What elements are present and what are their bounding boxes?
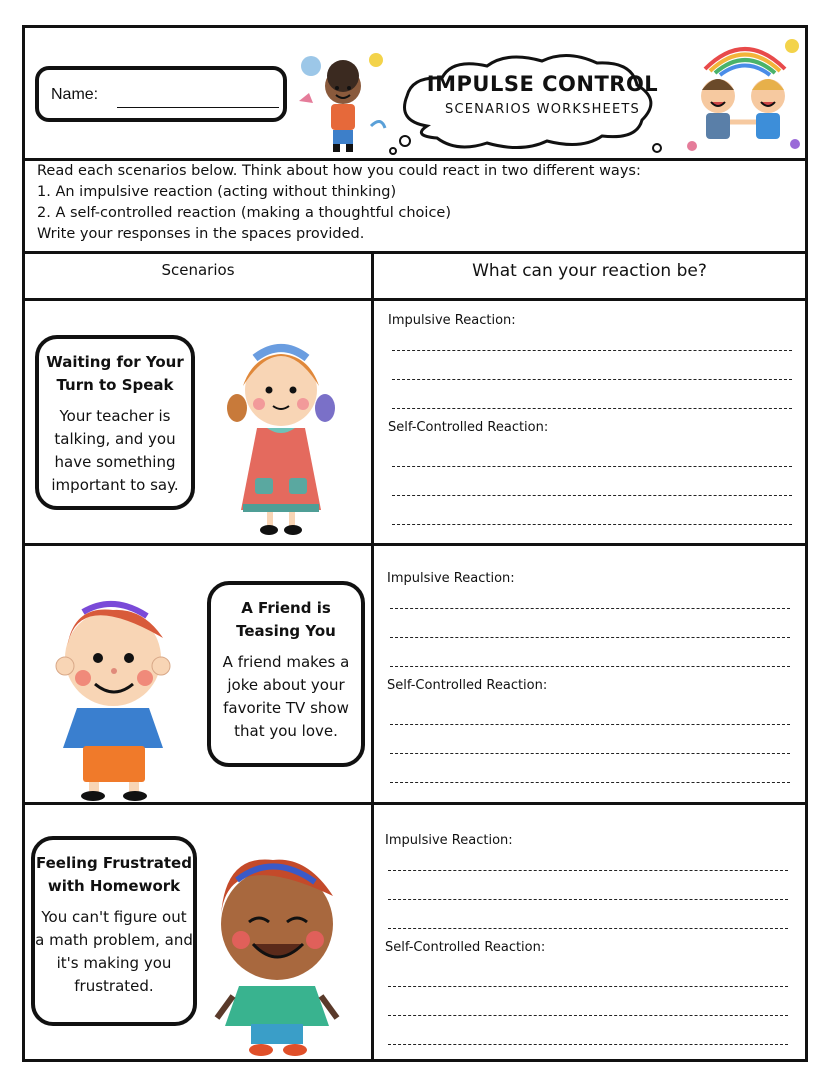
worksheet [22,25,808,1062]
write-line[interactable] [392,408,792,409]
page-subtitle: SCENARIOS WORKSHEETS [445,102,640,117]
write-line[interactable] [390,666,790,667]
frustrated-kid-illustration [203,836,353,1061]
write-line[interactable] [392,466,792,467]
self-controlled-label: Self-Controlled Reaction: [388,420,549,435]
write-line[interactable] [390,753,790,754]
write-line[interactable] [392,379,792,380]
instructions [25,158,805,254]
column-header-label: Scenarios [161,261,235,279]
write-line[interactable] [388,928,788,929]
write-line[interactable] [392,524,792,525]
write-line[interactable] [388,986,788,987]
instruction-line: Write your responses in the spaces provided. [37,226,365,242]
write-line[interactable] [388,1044,788,1045]
scenario-text: You can't figure out a math problem, and it's making you frustrated. [35,908,193,995]
header [25,28,805,161]
page-title: IMPULSE CONTROL [426,72,659,96]
name-field[interactable] [117,107,279,108]
scenario-title: A Friend is Teasing You [236,599,336,640]
scenario-title: Feeling Frustrated with Homework [36,854,192,895]
write-line[interactable] [390,637,790,638]
instruction-line: 1. An impulsive reaction (acting without thinking) [37,184,397,200]
write-line[interactable] [390,608,790,609]
scenario-text: Your teacher is talking, and you have something important to say. [51,407,179,494]
girl-illustration [215,328,345,538]
write-line[interactable] [390,724,790,725]
name-label: Name: [51,86,99,103]
write-line[interactable] [388,1015,788,1016]
write-line[interactable] [392,495,792,496]
instruction-line: 2. A self-controlled reaction (making a thoughtful choice) [37,205,452,221]
write-line[interactable] [392,350,792,351]
column-header-label: What can your reaction be? [472,261,707,281]
column-header-reaction [374,251,805,301]
column-divider [371,251,374,1062]
self-controlled-label: Self-Controlled Reaction: [385,940,546,955]
scenario-text: A friend makes a joke about your favorite TV show that you love. [222,653,350,740]
header-kids-illustration [680,34,805,158]
self-controlled-label: Self-Controlled Reaction: [387,678,548,693]
header-boy-illustration [291,46,391,156]
scenario-title: Waiting for Your Turn to Speak [46,353,184,394]
row-divider [25,543,805,546]
instruction-line: Read each scenarios below. Think about how you could react in two different ways: [37,163,641,179]
write-line[interactable] [388,899,788,900]
impulsive-label: Impulsive Reaction: [385,833,513,848]
impulsive-label: Impulsive Reaction: [387,571,515,586]
name-box [35,66,287,122]
boy-illustration [43,578,193,803]
impulsive-label: Impulsive Reaction: [388,313,516,328]
column-header-scenarios [25,251,371,301]
scenario-bubble [207,581,365,767]
write-line[interactable] [388,870,788,871]
write-line[interactable] [390,782,790,783]
scenario-bubble [35,335,195,510]
scenario-bubble [31,836,197,1026]
